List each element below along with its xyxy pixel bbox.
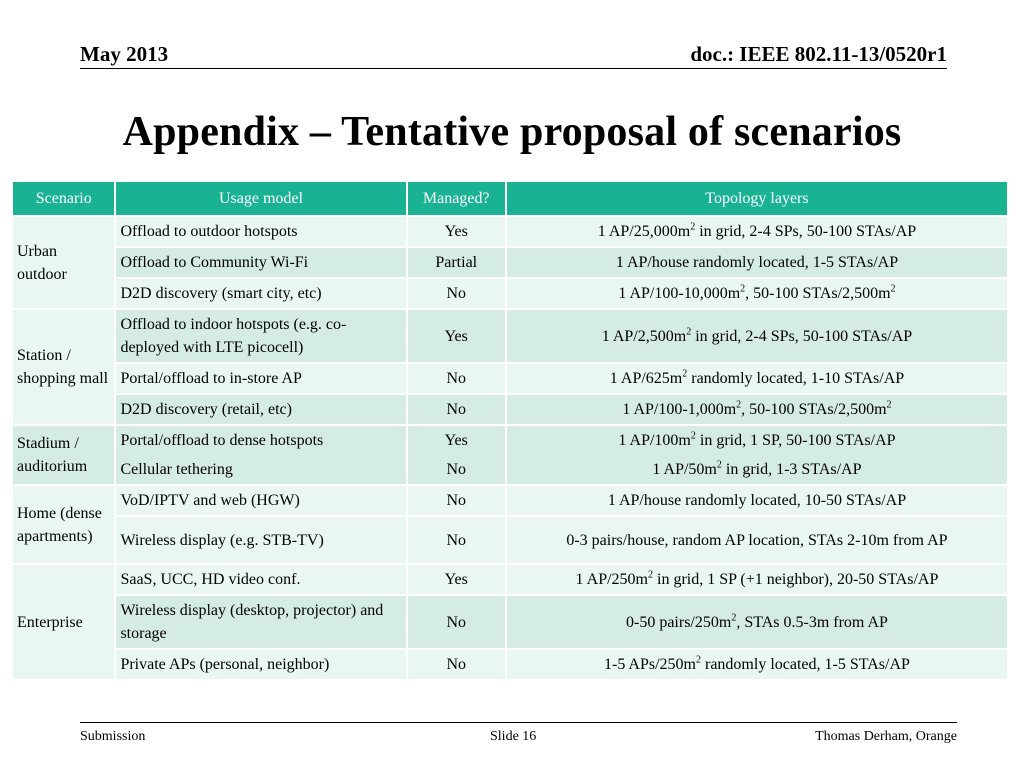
footer-submission: Submission: [80, 729, 146, 744]
table-row: [12, 247, 1008, 278]
managed-cell: No: [407, 516, 506, 564]
header-doc-id: doc.: IEEE 802.11-13/0520r1: [690, 42, 947, 66]
header-usage-model: Usage model: [115, 181, 406, 216]
managed-cell: No: [407, 595, 506, 649]
footer-author: Thomas Derham, Orange: [815, 729, 957, 744]
header-managed: Managed?: [407, 181, 506, 216]
scenario-cell: Urban outdoor: [12, 216, 115, 309]
managed-cell: Yes: [407, 425, 506, 455]
topology-cell: 1-5 APs/$250m^2$ randomly located, 1-5 STAs/AP: [506, 649, 1008, 680]
header-rule: [80, 68, 947, 69]
managed-cell: Partial: [407, 247, 506, 278]
usage-cell: VoD/IPTV and web (HGW): [115, 485, 406, 516]
managed-cell: Yes: [407, 216, 506, 247]
managed-cell: No: [407, 485, 506, 516]
usage-cell: SaaS, UCC, HD video conf.: [115, 564, 406, 595]
table-row: [12, 516, 1008, 564]
usage-cell: Offload to indoor hotspots (e.g. co-deployed with LTE picocell): [115, 309, 406, 363]
managed-cell: Yes: [407, 309, 506, 363]
table-row: [12, 595, 1008, 649]
scenario-cell: Home (dense apartments): [12, 485, 115, 564]
managed-cell: No: [407, 278, 506, 309]
scenario-cell: Enterprise: [12, 564, 115, 680]
table-row: [12, 278, 1008, 309]
topology-cell: 1 $AP/100-10,000m^2$, 50-100 STAs/$2,500m^2$: [506, 278, 1008, 309]
header-topology: Topology layers: [506, 181, 1008, 216]
topology-cell: 1 $AP/100m^2$ in grid, 1 SP, 50-100 STAs/AP: [506, 425, 1008, 455]
usage-cell: D2D discovery (smart city, etc): [115, 278, 406, 309]
table-row: [12, 216, 1008, 247]
topology-cell: 1 $AP/25,000m^2$ in grid, 2-4 SPs, 50-100 STAs/AP: [506, 216, 1008, 247]
usage-cell: Portal/offload to in-store AP: [115, 363, 406, 394]
scenario-cell: Stadium / auditorium: [12, 425, 115, 485]
usage-cell: D2D discovery (retail, etc): [115, 394, 406, 425]
usage-cell: Offload to Community Wi-Fi: [115, 247, 406, 278]
topology-cell: 1 $AP/50m^2$ in grid, 1-3 STAs/AP: [506, 455, 1008, 485]
table-row: [12, 564, 1008, 595]
header-scenario: Scenario: [12, 181, 115, 216]
topology-cell: 0-3 pairs/house, random AP location, STAs 2-10m from AP: [506, 516, 1008, 564]
topology-cell: 1 $AP/100-1,000m^2$, 50-100 STAs/$2,500m^2$: [506, 394, 1008, 425]
footer-rule: [80, 722, 957, 723]
table-row: [12, 394, 1008, 425]
table-header-row: [12, 181, 1008, 216]
usage-cell: Wireless display (desktop, projector) and storage: [115, 595, 406, 649]
managed-cell: No: [407, 455, 506, 485]
managed-cell: No: [407, 363, 506, 394]
table-row: [12, 309, 1008, 363]
usage-cell: Cellular tethering: [115, 455, 406, 485]
usage-cell: Wireless display (e.g. STB-TV): [115, 516, 406, 564]
usage-cell: Portal/offload to dense hotspots: [115, 425, 406, 455]
topology-cell: 1 AP/house randomly located, 1-5 STAs/AP: [506, 247, 1008, 278]
managed-cell: Yes: [407, 564, 506, 595]
table-row: [12, 455, 1008, 485]
managed-cell: No: [407, 394, 506, 425]
topology-cell: 0-50 pairs/$250m^2$, STAs 0.5-3m from AP: [506, 595, 1008, 649]
topology-cell: 1 $AP/625m^2$ randomly located, 1-10 STAs/AP: [506, 363, 1008, 394]
table-row: [12, 485, 1008, 516]
usage-cell: Offload to outdoor hotspots: [115, 216, 406, 247]
footer-slide-number: Slide 16: [490, 729, 537, 744]
topology-cell: 1 AP/house randomly located, 10-50 STAs/AP: [506, 485, 1008, 516]
header-date: May 2013: [80, 42, 169, 66]
table-row: [12, 649, 1008, 680]
managed-cell: No: [407, 649, 506, 680]
topology-cell: 1 $AP/250m^2$ in grid, 1 SP (+1 neighbor), 20-50 STAs/AP: [506, 564, 1008, 595]
usage-cell: Private APs (personal, neighbor): [115, 649, 406, 680]
scenarios-table: [11, 180, 1009, 681]
table-row: [12, 363, 1008, 394]
table-row: [12, 425, 1008, 455]
scenario-cell: Station / shopping mall: [12, 309, 115, 425]
slide-title: Appendix – Tentative proposal of scenarios: [122, 109, 902, 155]
topology-cell: 1 $AP/2,500m^2$ in grid, 2-4 SPs, 50-100 STAs/AP: [506, 309, 1008, 363]
